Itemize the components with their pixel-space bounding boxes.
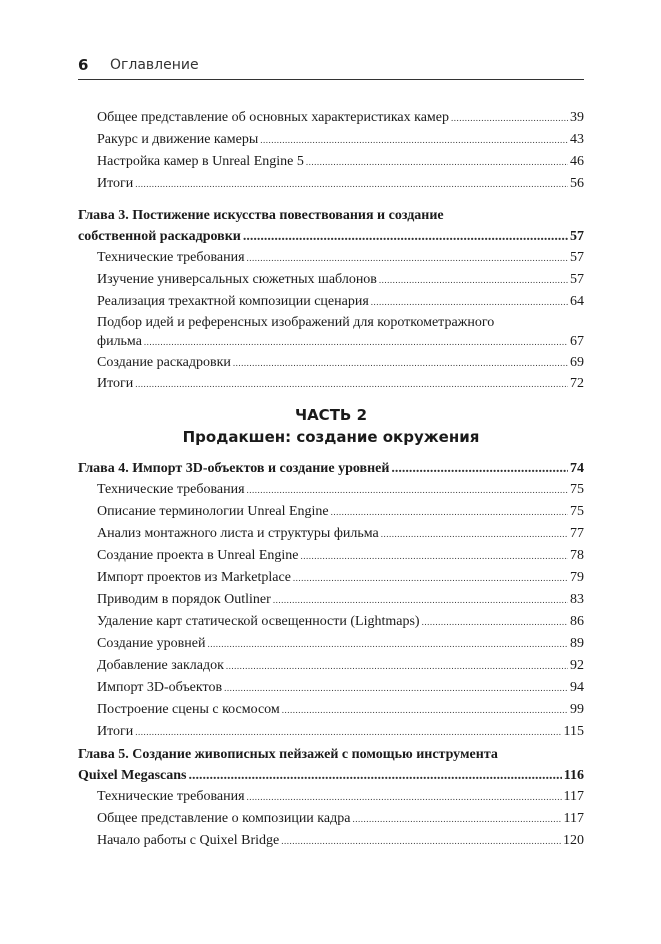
toc-entry xyxy=(97,332,584,352)
chapter-3-title-line1: Глава 3. Постижение искусства повествования и создание xyxy=(78,208,444,223)
toc-entry-page: 57 xyxy=(570,229,584,244)
chapter-5-entry xyxy=(78,766,584,786)
toc-entry-page: 120 xyxy=(563,833,584,848)
dot-leader xyxy=(207,637,568,651)
toc-entry-page: 56 xyxy=(570,176,584,191)
toc-entry-label: Построение сцены с космосом xyxy=(97,702,280,717)
toc-entry xyxy=(97,502,584,522)
toc-entry xyxy=(97,678,584,698)
dot-leader xyxy=(282,703,568,717)
toc-entry xyxy=(97,787,584,807)
toc-entry-page: 86 xyxy=(570,614,584,629)
toc-entry-label: Создание уровней xyxy=(97,636,206,651)
toc-entry-label: Создание раскадровки xyxy=(97,355,231,370)
toc-entry-label: Общее представление о композиции кадра xyxy=(97,811,351,826)
toc-entry-label: Создание проекта в Unreal Engine xyxy=(97,548,299,563)
dot-leader xyxy=(281,834,561,848)
toc-entry xyxy=(97,152,584,172)
toc-entry xyxy=(97,524,584,544)
toc-entry xyxy=(97,612,584,632)
toc-entry-label: Импорт проектов из Marketplace xyxy=(97,570,291,585)
toc-entry-page: 89 xyxy=(570,636,584,651)
toc-entry xyxy=(97,546,584,566)
dot-leader xyxy=(226,659,568,673)
toc-entry-label: Настройка камер в Unreal Engine 5 xyxy=(97,154,304,169)
toc-entry-page: 46 xyxy=(570,154,584,169)
toc-entry-label: Изучение универсальных сюжетных шаблонов xyxy=(97,272,377,287)
dot-leader xyxy=(331,505,568,519)
toc-entry-page: 72 xyxy=(570,376,584,391)
dot-leader xyxy=(260,133,568,147)
toc-entry-label: Итоги xyxy=(97,376,134,391)
toc-entry-label: собственной раскадровки xyxy=(78,229,241,244)
toc-entry xyxy=(97,480,584,500)
dot-leader xyxy=(352,812,561,826)
toc-entry-label: Анализ монтажного листа и структуры фильма xyxy=(97,526,379,541)
toc-entry xyxy=(97,831,584,851)
dot-leader xyxy=(233,356,568,370)
dot-leader xyxy=(273,593,568,607)
dot-leader xyxy=(391,459,568,479)
toc-entry-page: 79 xyxy=(570,570,584,585)
toc-entry xyxy=(97,634,584,654)
toc-entry-page: 77 xyxy=(570,526,584,541)
toc-entry-label: Ракурс и движение камеры xyxy=(97,132,259,147)
toc-entry-page: 92 xyxy=(570,658,584,673)
toc-entry-label: Удаление карт статической освещенности (Lightmaps) xyxy=(97,614,420,629)
toc-entry-label: Приводим в порядок Outliner xyxy=(97,592,271,607)
toc-entry-label: Начало работы с Quixel Bridge xyxy=(97,833,280,848)
toc-entry-page: 39 xyxy=(570,110,584,125)
toc-entry-page: 116 xyxy=(563,768,584,783)
toc-entry xyxy=(97,656,584,676)
running-title: Оглавление xyxy=(110,57,199,73)
toc-entry-page: 117 xyxy=(563,789,584,804)
toc-entry-page: 43 xyxy=(570,132,584,147)
dot-leader xyxy=(301,549,568,563)
toc-entry-page: 99 xyxy=(570,702,584,717)
toc-entry xyxy=(97,722,584,742)
toc-entry-page: 75 xyxy=(570,482,584,497)
toc-entry-page: 64 xyxy=(570,294,584,309)
part-number: ЧАСТЬ 2 xyxy=(294,406,368,424)
toc-entry-label: Quixel Megascans xyxy=(78,768,187,783)
toc-entry-page: 78 xyxy=(570,548,584,563)
chapter-5-title-line1: Глава 5. Создание живописных пейзажей с помощью инструмента xyxy=(78,747,498,762)
dot-leader xyxy=(381,527,568,541)
toc-entry-page: 115 xyxy=(563,724,584,739)
toc-entry-page: 75 xyxy=(570,504,584,519)
dot-leader xyxy=(379,273,568,287)
dot-leader xyxy=(243,227,568,247)
chapter-4-entry xyxy=(78,459,584,479)
dot-leader xyxy=(144,335,568,349)
dot-leader xyxy=(422,615,568,629)
dot-leader xyxy=(135,377,568,391)
toc-entry xyxy=(97,809,584,829)
toc-entry-label: Импорт 3D-объектов xyxy=(97,680,223,695)
chapter-3-entry xyxy=(78,227,584,247)
toc-entry xyxy=(97,590,584,610)
dot-leader xyxy=(247,483,568,497)
toc-entry xyxy=(97,270,584,290)
part-title: Продакшен: создание окружения xyxy=(182,428,480,446)
toc-entry xyxy=(97,292,584,312)
toc-entry-page: 94 xyxy=(570,680,584,695)
dot-leader xyxy=(247,251,568,265)
dot-leader xyxy=(293,571,568,585)
toc-entry-page: 57 xyxy=(570,250,584,265)
toc-entry-label: Технические требования xyxy=(97,250,245,265)
toc-entry-page: 83 xyxy=(570,592,584,607)
toc-entry-label: Технические требования xyxy=(97,482,245,497)
toc-entry xyxy=(97,130,584,150)
toc-entry xyxy=(97,108,584,128)
toc-entry-page: 74 xyxy=(570,461,584,476)
toc-entry-page: 57 xyxy=(570,272,584,287)
dot-leader xyxy=(224,681,568,695)
toc-entry-label: Итоги xyxy=(97,724,134,739)
toc-entry-label: Добавление закладок xyxy=(97,658,224,673)
toc-entry-page: 117 xyxy=(563,811,584,826)
dot-leader xyxy=(306,155,568,169)
toc-entry xyxy=(97,568,584,588)
dot-leader xyxy=(371,295,568,309)
running-header xyxy=(78,53,584,80)
toc-entry xyxy=(97,248,584,268)
toc-entry xyxy=(97,700,584,720)
dot-leader xyxy=(189,766,562,786)
toc-entry-label: Технические требования xyxy=(97,789,245,804)
toc-entry-label: Описание терминологии Unreal Engine xyxy=(97,504,329,519)
page-number: 6 xyxy=(78,56,89,74)
dot-leader xyxy=(451,111,568,125)
toc-entry xyxy=(97,374,584,394)
toc-entry-page: 69 xyxy=(570,355,584,370)
toc-entry xyxy=(97,353,584,373)
toc-entry-label: Общее представление об основных характеристиках камер xyxy=(97,110,450,125)
toc-entry xyxy=(97,174,584,194)
toc-entry-label: фильма xyxy=(97,334,142,349)
dot-leader xyxy=(247,790,562,804)
toc-entry-label: Глава 4. Импорт 3D-объектов и создание уровней xyxy=(78,461,390,476)
toc-entry-label: Реализация трехактной композиции сценария xyxy=(97,294,369,309)
toc-entry-label: Итоги xyxy=(97,176,134,191)
dot-leader xyxy=(135,725,561,739)
toc-entry-line1: Подбор идей и референсных изображений для короткометражного xyxy=(97,315,495,330)
toc-entry-page: 67 xyxy=(570,334,584,349)
dot-leader xyxy=(135,177,568,191)
